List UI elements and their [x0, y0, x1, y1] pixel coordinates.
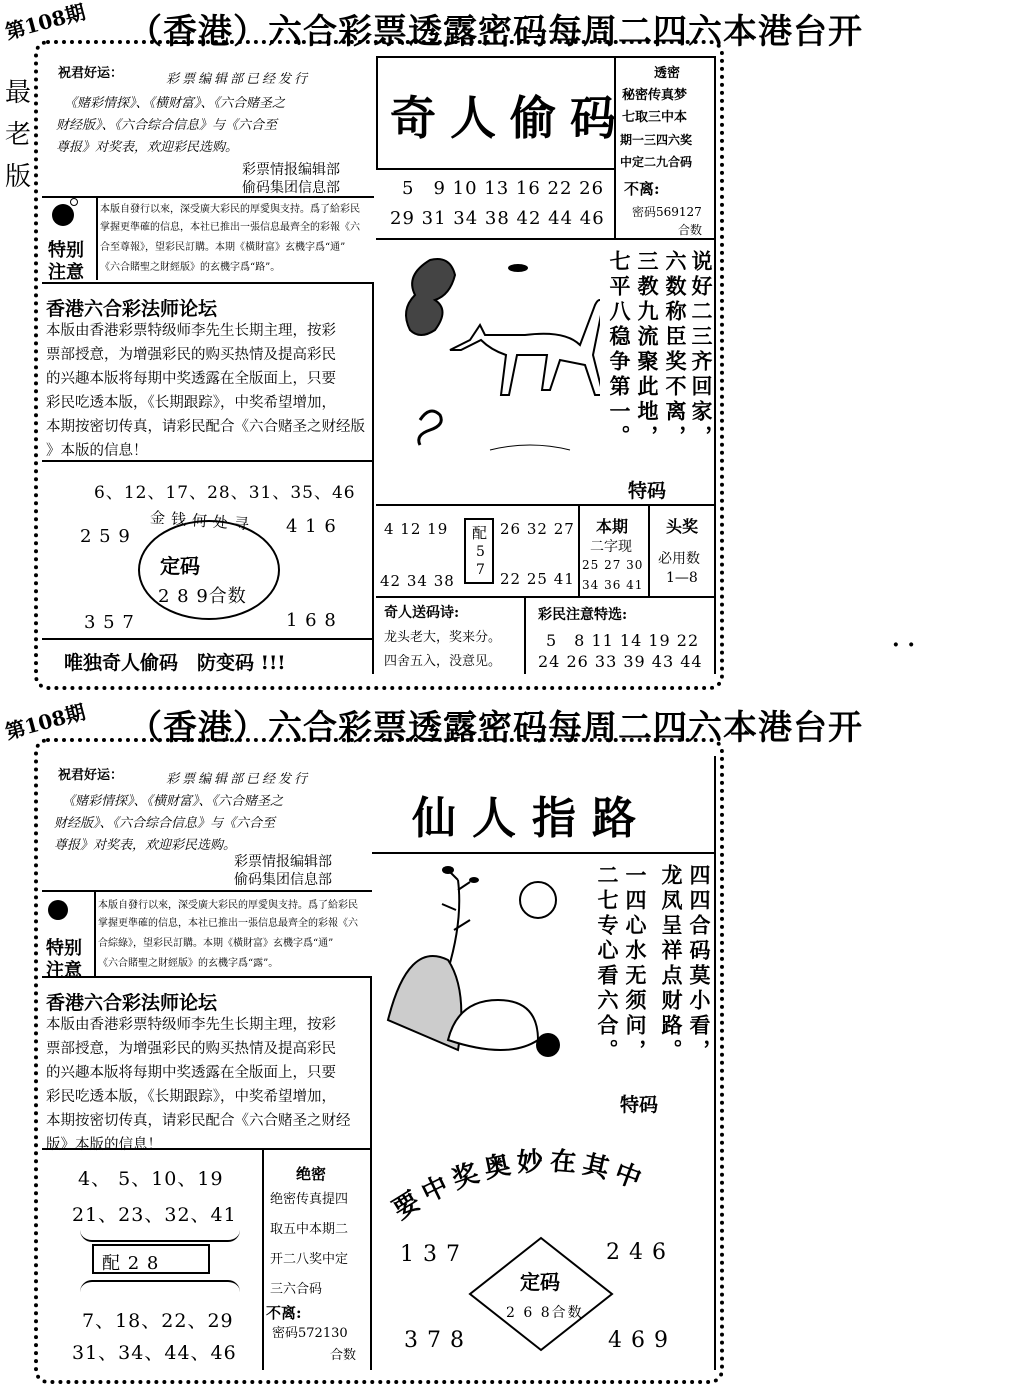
secret-code: 密码569127	[632, 205, 702, 219]
secret-line-4: 三六合码	[270, 1282, 323, 1297]
pei-right-1: 26 32 27	[500, 520, 575, 538]
forum-line-3: 的兴趣本版将每期中奖透露在全版面上，只要	[46, 371, 336, 387]
forum-right-border	[372, 282, 374, 460]
divider	[42, 890, 372, 892]
greeting-text-3: 财经版》、《六合综合信息》与《六合至	[56, 118, 278, 133]
forum-title: 香港六合彩法师论坛	[46, 298, 218, 320]
pei-num-1: 5	[476, 544, 485, 560]
toujiang-sub: 必用数	[658, 551, 700, 567]
divider	[524, 596, 526, 674]
forum-line-2: 票部授意，为增强彩民的购买热情及提高彩民	[46, 1041, 336, 1057]
greeting-text-1: 彩票编辑部已经发行	[166, 772, 311, 787]
poem-column-1: 说好二三齐回家，	[689, 250, 714, 450]
secret-line-3: 期一三四六奖	[620, 133, 693, 147]
divider	[42, 460, 374, 462]
greeting-title: 祝君好运：	[58, 66, 124, 81]
right-column-border	[714, 56, 716, 674]
notice-line-4: 《六合賭聖之財經版》的玄機字爲“露”。	[98, 958, 279, 969]
forum-line-4: 彩民吃透本版，《长期跟踪》，中奖希望增加，	[46, 1089, 336, 1105]
numbers-row-2: 29 31 34 38 42 44 46	[390, 208, 605, 229]
benqi-nums-2: 34 36 41	[582, 578, 644, 592]
bomb-icon	[52, 204, 74, 226]
notice-divider	[94, 892, 96, 976]
diamond-right-top: 2 4 6	[606, 1240, 667, 1265]
divider	[42, 1148, 372, 1150]
tema-label: 特码	[628, 480, 667, 502]
circle-number-row: 6、12、17、28、31、35、46	[94, 483, 356, 503]
notice-line-3: 合至尊報》，望彩民訂購。本期《橫財富》玄機字爲“通”	[100, 242, 346, 253]
poem-column-4: 二七专心看六合。	[595, 864, 620, 1064]
greeting-text-2: 《赌彩情探》、《横财富》、《六合赌圣之	[62, 794, 284, 809]
divider	[648, 504, 650, 596]
divider	[42, 638, 374, 640]
numbox-row-4: 31、34、44、46	[72, 1342, 237, 1364]
divider	[262, 1148, 264, 1370]
poem-column-1: 四四合码莫小看，	[687, 864, 712, 1064]
forum-line-1: 本版由香港彩票特级师李先生长期主理，按彩	[46, 323, 336, 339]
pei-box	[464, 518, 494, 584]
greeting-sign-2: 偷码集团信息部	[242, 180, 340, 196]
qiren-line-1: 龙头老大，奖来分。	[384, 630, 502, 645]
forum-line-1: 本版由香港彩票特级师李先生长期主理，按彩	[46, 1017, 336, 1033]
notice-line-2: 掌握更準確的信息，本社已推出一張信息最齊全的彩報《六	[98, 918, 358, 929]
issue-number: 第108期	[2, 0, 88, 45]
circle-right-bottom: 1 6 8	[286, 610, 337, 631]
numbox-row-2: 21、23、32、41	[72, 1204, 237, 1226]
forum-line-4: 彩民吃透本版，《长期跟踪》，中奖希望增加，	[46, 395, 336, 411]
benqi-title: 本期	[596, 517, 629, 536]
poem-column-3: 一四心水无须问，	[623, 864, 648, 1064]
secret-buli: 不离:	[266, 1304, 302, 1322]
dots: · ·	[892, 632, 915, 658]
poem-column-4: 七平八稳争第一。	[607, 250, 632, 450]
left-column-border	[372, 460, 374, 674]
divider	[376, 504, 716, 506]
notice-line-2: 掌握更準確的信息，本社已推出一張信息最齊全的彩報《六	[100, 222, 360, 233]
poem-column-2: 龙凤呈祥点财路。	[659, 864, 684, 1064]
divider	[578, 504, 580, 596]
circle-right-top: 4 1 6	[286, 516, 337, 537]
divider	[376, 596, 716, 598]
greeting-sign-1: 彩票情报编辑部	[242, 162, 340, 178]
arc-text-label: 要中奖奥妙在其中	[387, 1146, 651, 1226]
notice-line-1: 本版自發行以來，深受廣大彩民的厚愛與支持。爲了給彩民	[100, 204, 360, 215]
forum-line-5: 本期按密切传真，请彩民配合《六合赌圣之财经版	[46, 419, 365, 435]
greeting-text-2: 《赌彩情探》、《横财富》、《六合赌圣之	[64, 96, 286, 111]
secret-line-1: 绝密传真提四	[270, 1192, 349, 1207]
poem-column-3: 三教九流聚此地，	[635, 250, 660, 450]
secret-title: 透密	[654, 66, 681, 81]
greeting-text-4: 尊报》对奖表，欢迎彩民选购。	[56, 140, 239, 155]
bomb-icon	[48, 900, 68, 920]
pei-right-2: 22 25 41	[500, 570, 575, 588]
circle-left-top: 2 5 9	[80, 526, 131, 547]
notice-line-1: 本版自發行以來，深受廣大彩民的厚愛與支持。爲了給彩民	[98, 900, 358, 911]
secret-line-1: 秘密传真梦	[622, 88, 688, 103]
secret-line-2: 七取三中本	[622, 110, 688, 125]
circle-left-bottom: 3 5 7	[84, 612, 135, 633]
right-column-border	[714, 756, 716, 1370]
greeting-text-3: 财经版》、《六合综合信息》与《六合至	[54, 816, 276, 831]
greeting-text-1: 彩票编辑部已经发行	[166, 72, 311, 87]
caimin-nums-2: 24 26 33 39 43 44	[538, 652, 703, 671]
numbox-row-3: 7、18、22、29	[82, 1310, 234, 1332]
benqi-sub: 二字现	[590, 539, 632, 555]
secret-code: 密码572130	[272, 1326, 348, 1341]
title-text: 奇人偷码	[390, 91, 630, 145]
poem-column-2: 六数称臣奖不离，	[663, 250, 688, 450]
qiren-line-2: 四舍五入，没意见。	[384, 654, 502, 669]
title-text: 仙人指路	[412, 793, 652, 844]
notice-label-1: 特别	[48, 240, 84, 261]
numbers-row-1: 5 9 10 13 16 22 26	[402, 178, 605, 199]
greeting-title: 祝君好运：	[58, 768, 124, 783]
pei-box	[92, 1244, 210, 1274]
forum-line-6: 》本版的信息！	[46, 443, 148, 459]
divider	[42, 282, 374, 284]
svg-text:要中奖奥妙在其中	[388, 1146, 651, 1225]
dog-illustration	[390, 250, 600, 470]
brace-bottom	[80, 1280, 240, 1292]
pei-label: 配	[472, 524, 488, 542]
secret-he: 合数	[678, 223, 703, 237]
pei-left-1: 4 12 19	[384, 520, 449, 538]
notice-line-4: 《六合賭聖之財經版》的玄機字爲“路”。	[100, 262, 281, 273]
secret-box	[614, 56, 716, 240]
arc-text	[380, 1130, 714, 1230]
notice-label-2: 注意	[46, 960, 82, 981]
circle-center-title: 定码	[160, 554, 200, 578]
secret-title: 绝密	[296, 1165, 327, 1183]
notice-divider	[96, 198, 98, 280]
notice-label-2: 注意	[48, 262, 84, 283]
diamond-left-bottom: 3 7 8	[404, 1328, 465, 1353]
caimin-nums-1: 5 8 11 14 19 22	[546, 631, 700, 650]
secret-line-2: 取五中本期二	[270, 1222, 349, 1237]
greeting-sign-1: 彩票情报编辑部	[234, 854, 332, 870]
greeting-text-4: 尊报》对奖表，欢迎彩民选购。	[54, 838, 237, 853]
brace-top	[80, 1230, 240, 1242]
numbox-row-1: 4、 5、10、19	[78, 1168, 224, 1190]
secret-he: 合数	[330, 1348, 357, 1363]
divider	[372, 852, 716, 854]
forum-title: 香港六合彩法师论坛	[46, 992, 218, 1014]
title-box	[376, 56, 630, 170]
tema-label: 特码	[620, 1094, 659, 1116]
forum-line-5: 本期按密切传真，请彩民配合《六合赌圣之财经	[46, 1113, 351, 1129]
pei-num-2: 7	[476, 562, 485, 578]
divider	[42, 976, 372, 978]
forum-line-2: 票部授意，为增强彩民的购买热情及提高彩民	[46, 347, 336, 363]
issue-number: 第108期	[2, 699, 88, 745]
headline: （香港）六合彩票透露密码每周二四六本港台开	[128, 708, 863, 748]
forum-line-3: 的兴趣本版将每期中奖透露在全版面上，只要	[46, 1065, 336, 1081]
notice-line-3: 合綜綠》，望彩民訂購。本期《橫財富》玄機字爲“通”	[98, 938, 334, 949]
diamond-center-title: 定码	[520, 1270, 560, 1294]
notice-label-1: 特别	[46, 938, 82, 959]
pei-text: 配 2 8	[102, 1253, 160, 1274]
caimin-title: 彩民注意特选:	[538, 607, 628, 623]
secret-line-3: 开二八奖中定	[270, 1252, 349, 1267]
toujiang-title: 头奖	[666, 517, 699, 536]
tree-illustration	[378, 860, 588, 1090]
left-column-border	[370, 976, 372, 1370]
forum-line-6: 版》本版的信息！	[46, 1137, 162, 1153]
pei-left-2: 42 34 38	[380, 572, 455, 590]
circle-arc-text: 金钱何处寻	[149, 508, 256, 534]
bomb-fuse-icon	[70, 198, 78, 206]
side-label: 最老版	[4, 78, 31, 192]
diamond-left-top: 1 3 7	[400, 1242, 461, 1267]
greeting-sign-2: 偷码集团信息部	[234, 872, 332, 888]
divider	[42, 196, 374, 198]
diamond-center-sub: 2 6 8合数	[506, 1305, 584, 1321]
secret-buli: 不离:	[624, 180, 660, 198]
toujiang-range: 1—8	[666, 570, 698, 586]
headline: （香港）六合彩票透露密码每周二四六本港台开	[128, 12, 863, 52]
greeting-box	[42, 56, 372, 196]
secret-line-4: 中定二九合码	[620, 155, 693, 169]
qiren-title: 奇人送码诗:	[384, 605, 460, 621]
circle-center-sub: 2 8 9合数	[158, 586, 247, 607]
diamond-right-bottom: 4 6 9	[608, 1328, 669, 1353]
benqi-nums-1: 25 27 30	[582, 558, 644, 572]
circle-footer: 唯独奇人偷码 防变码 !!!	[64, 652, 286, 674]
